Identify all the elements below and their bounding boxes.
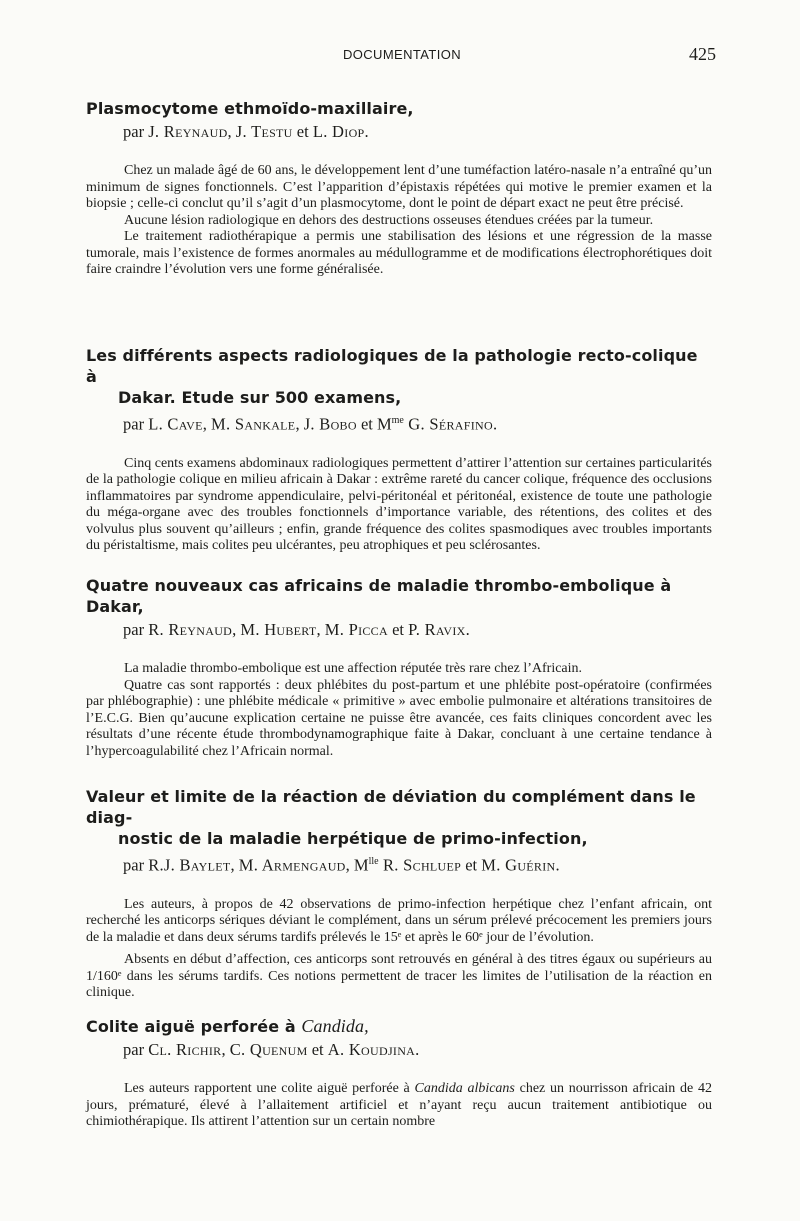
article-authors: par R.J. Baylet, M. Armengaud, $M^{lle}$ R. Schluep et M. Guérin. (123, 855, 560, 875)
paragraph: Le traitement radiothérapique a permis une stabilisation des lésions et une régression de la masse tumorale, mais l’existence de formes anormales au médullogramme et de modifications électrophorétiques doit faire craindre l’évolution vers une forme généralisée. (86, 229, 712, 277)
paragraph: Absents en début d’affection, ces anticorps sont retrouvés en général à des titres égaux ou supérieurs au 1/160ᵉ dans les sérums tardifs. Ces notions permettent de tracer les limites de l’utilisation de la réaction en clinique. (86, 952, 712, 1000)
article-body (86, 163, 712, 279)
article-body (86, 661, 712, 760)
paragraph: Quatre cas sont rapportés : deux phlébites du post-partum et une phlébite post-opératoire (confirmées par phlébographie) : une phlébite médicale « primitive » avec embolie pulmonaire et altérations transitoires de l’E.C.G. Bien qu’aucune explication certaine ne puisse être avancée, ces faits cliniques concordent avec les résultats d’une récente étude thrombodynamographique faite à Dakar, concluant à une certaine tendance à l’hypercoagulabilité chez l’Africain normal. (86, 677, 712, 759)
article-5 (86, 1016, 712, 1131)
article-title: Les différents aspects radiologiques de la pathologie recto-colique à Dakar. Etude sur 500 examens, (86, 346, 698, 407)
article-title: Valeur et limite de la réaction de déviation du complément dans le diag- nostic de la maladie herpétique de primo-infection, (86, 787, 696, 848)
paragraph: La maladie thrombo-embolique est une affection réputée très rare chez l’Africain. (124, 661, 583, 676)
page-number: 425 (689, 44, 716, 64)
paragraph: Aucune lésion radiologique en dehors des destructions osseuses étendues créées par la tumeur. (124, 212, 654, 228)
article-body (86, 456, 712, 555)
paragraph: Les auteurs rapportent une colite aiguë perforée à Candida albicans chez un nourrisson africain de 42 jours, prématuré, élevé à l’allaitement artificiel et n’ayant reçu aucun traitement antibiotique ou chimiothérapique. Ils attirent l’attention sur un certain nombre (86, 1081, 712, 1129)
page-header (88, 44, 716, 68)
article-4 (86, 786, 712, 1002)
article-title: Quatre nouveaux cas africains de maladie thrombo-embolique à Dakar, (86, 576, 672, 616)
article-authors: par Cl. Richir, C. Quenum et A. Koudjina. (123, 1040, 420, 1059)
paragraph: Cinq cents examens abdominaux radiologiques permettent d’attirer l’attention sur certaines particularités de la pathologie colique en milieu africain à Dakar : extrême rareté du cancer colique, fréquence des occlusions inflammatoires par syndrome appendiculaire, pelvi-péritonéal et péritonéal, existence de toute une pathologie du méga-organe avec des troubles fonctionnels d’importance variable, des rétentions, des colites et des volvulus plus souvent qu’ailleurs ; enfin, grande fréquence des colites spasmodiques avec troubles importants du péristaltisme, mais colites peu ulcérantes, peu atrophiques et peu sclérosantes. (86, 455, 712, 553)
article-2 (86, 345, 712, 555)
article-authors: par L. Cave, M. Sankale, J. Bobo et $M^{me}$ G. Sérafino. (123, 414, 498, 434)
article-title: Plasmocytome ethmoïdo-maxillaire, (86, 99, 414, 118)
paragraph: Chez un malade âgé de 60 ans, le développement lent d’une tuméfaction latéro-nasale n’a entraîné qu’un minimum de signes fonctionnels. C’est l’apparition d’épistaxis répétées qui motive le premier examen et la biopsie ; celle-ci conclut qu’il s’agit d’un plasmocytome, dont le point de départ exact ne peut être précisé. (86, 163, 712, 211)
article-body (86, 1081, 712, 1131)
article-body (86, 897, 712, 1002)
article-authors: par J. Reynaud, J. Testu et L. Diop. (123, 122, 369, 141)
running-title: DOCUMENTATION (342, 47, 462, 62)
article-3 (86, 575, 712, 760)
article-authors: par R. Reynaud, M. Hubert, M. Picca et P. Ravix. (123, 620, 470, 639)
article-1 (86, 98, 712, 279)
article-title: Colite aiguë perforée à Candida, (86, 1016, 369, 1036)
paragraph: Les auteurs, à propos de 42 observations de primo-infection herpétique chez l’enfant africain, ont recherché les anticorps sériques déviant le complément, dans un sérum prélevé précocement les premiers jours de la maladie et dans deux sérums tardifs prélevés le 15ᵉ et après le 60ᵉ jour de l’évolution. (86, 896, 712, 945)
